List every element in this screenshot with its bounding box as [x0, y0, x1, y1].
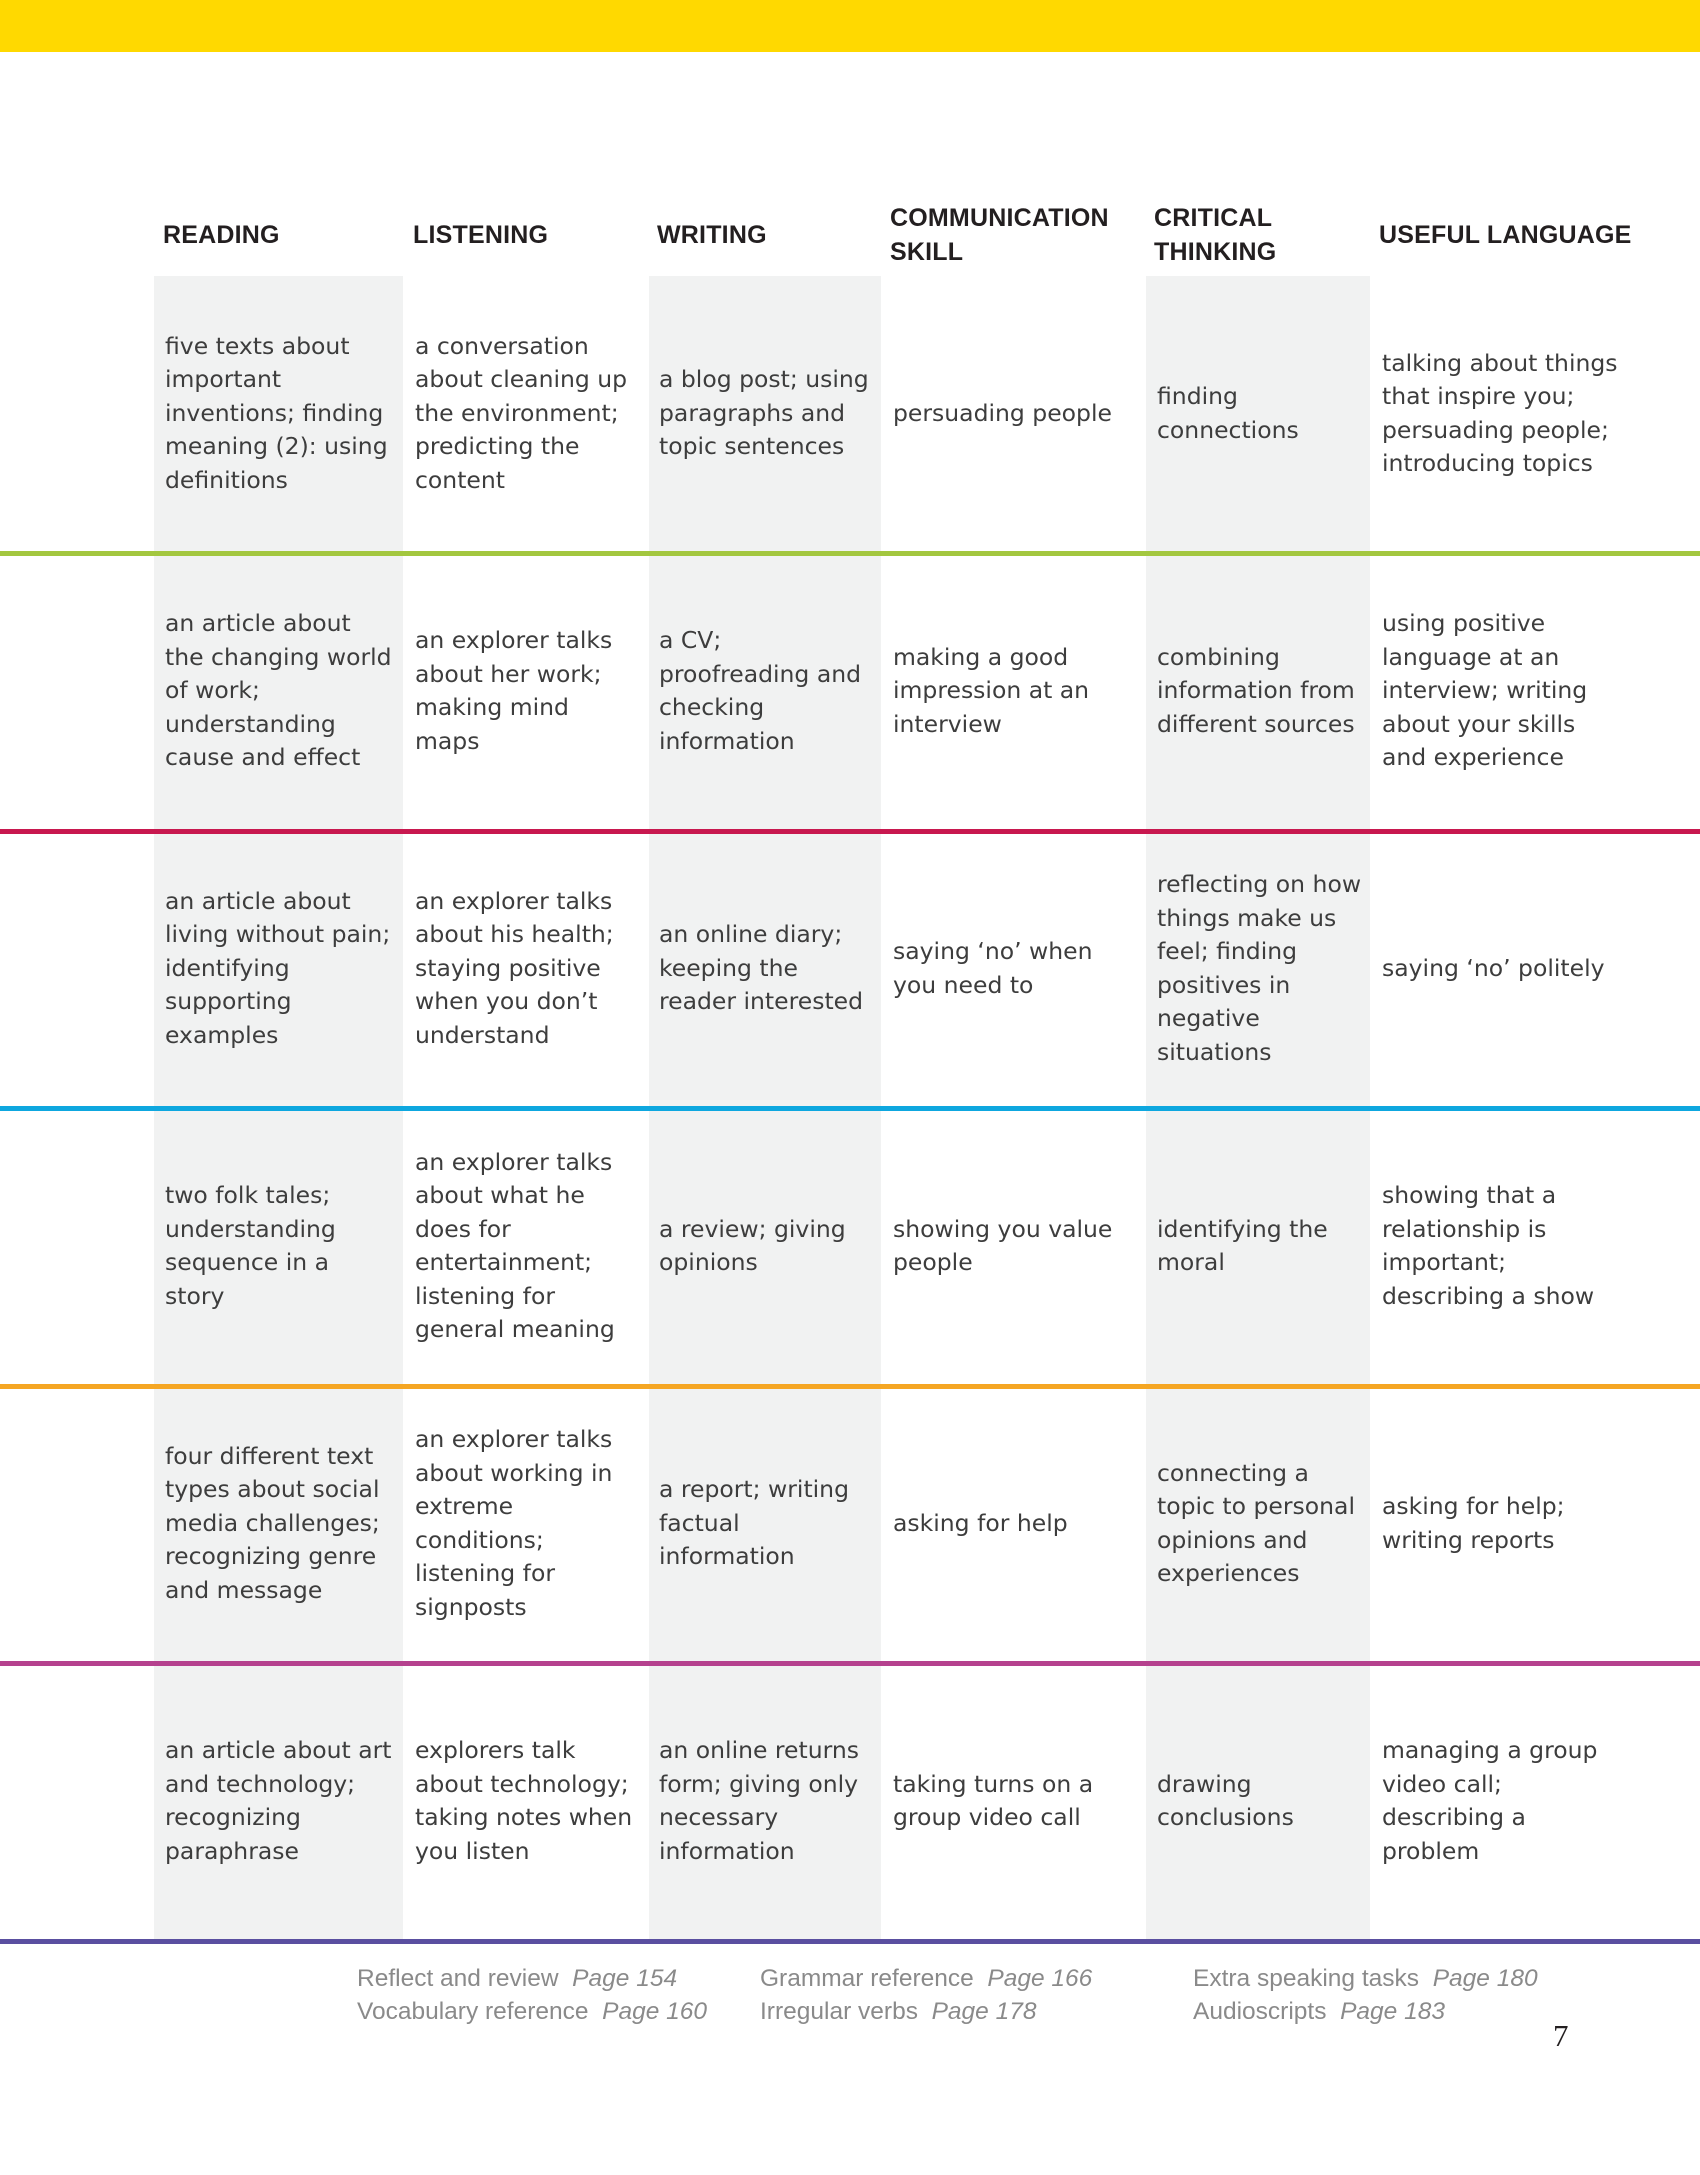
- table-row: [0, 1111, 1700, 1382]
- cell-text: a report; writing factual information: [659, 1475, 849, 1571]
- cell-text: a review; giving opinions: [659, 1214, 846, 1276]
- communication-skill-cell: [893, 833, 1133, 1104]
- writing-cell: [659, 278, 874, 549]
- listening-cell: [415, 1388, 640, 1659]
- critical-thinking-cell: [1157, 1111, 1367, 1382]
- useful-language-cell: [1382, 1388, 1622, 1659]
- row-divider-line: [0, 1939, 1700, 1944]
- cell-text: an explorer talks about his health; staying positive when you don’t understand: [415, 886, 614, 1049]
- cell-text: making a good impression at an interview: [893, 642, 1090, 738]
- reading-cell: [165, 1388, 395, 1659]
- reading-cell: [165, 1666, 395, 1937]
- useful-language-cell: [1382, 1666, 1622, 1937]
- critical-thinking-cell: [1157, 556, 1367, 827]
- table-row: [0, 278, 1700, 549]
- cell-text: saying ‘no’ politely: [1382, 953, 1605, 982]
- cell-text: four different text types about social media challenges; recognizing genre and message: [165, 1441, 380, 1604]
- cell-text: showing you value people: [893, 1214, 1113, 1276]
- cell-text: persuading people: [893, 398, 1112, 427]
- writing-cell: [659, 556, 874, 827]
- listening-cell: [415, 1111, 640, 1382]
- useful-language-cell: [1382, 278, 1622, 549]
- reading-cell: [165, 556, 395, 827]
- footer-link[interactable]: Audioscripts Page 183: [1193, 1998, 1445, 2025]
- cell-text: managing a group video call; describing a problem: [1382, 1736, 1598, 1865]
- cell-text: using positive language at an interview; writing about your skills and experience: [1382, 609, 1588, 772]
- reading-cell: [165, 833, 395, 1104]
- footer-link[interactable]: Irregular verbs Page 178: [760, 1998, 1037, 2025]
- cell-text: taking turns on a group video call: [893, 1769, 1094, 1831]
- communication-skill-cell: [893, 1666, 1133, 1937]
- listening-cell: [415, 556, 640, 827]
- critical-thinking-cell: [1157, 1388, 1367, 1659]
- table-row: [0, 833, 1700, 1104]
- communication-skill-cell: [893, 556, 1133, 827]
- cell-text: an online returns form; giving only necessary information: [659, 1736, 860, 1865]
- cell-text: an article about the changing world of work; understanding cause and effect: [165, 609, 392, 772]
- reference-footer: [0, 1962, 1700, 2042]
- cell-text: an explorer talks about what he does for entertainment; listening for general meaning: [415, 1147, 615, 1343]
- cell-text: a blog post; using paragraphs and topic sentences: [659, 365, 869, 461]
- communication-skill-cell: [893, 1111, 1133, 1382]
- cell-text: a conversation about cleaning up the environment; predicting the content: [415, 331, 628, 494]
- cell-text: a CV; proofreading and checking information: [659, 626, 862, 755]
- cell-text: finding connections: [1157, 382, 1299, 444]
- cell-text: asking for help: [893, 1508, 1068, 1537]
- cell-text: explorers talk about technology; taking notes when you listen: [415, 1736, 633, 1865]
- footer-link[interactable]: Vocabulary reference Page 160: [357, 1998, 708, 2025]
- table-row: [0, 556, 1700, 827]
- cell-text: an explorer talks about her work; making mind maps: [415, 626, 613, 755]
- critical-thinking-cell: [1157, 833, 1367, 1104]
- cell-text: reflecting on how things make us feel; finding positives in negative situations: [1157, 870, 1362, 1066]
- reading-cell: [165, 278, 395, 549]
- cell-text: saying ‘no’ when you need to: [893, 937, 1093, 999]
- footer-link[interactable]: Reflect and review Page 154: [357, 1965, 678, 1992]
- cell-text: talking about things that inspire you; persuading people; introducing topics: [1382, 348, 1618, 477]
- cell-text: combining information from different sources: [1157, 642, 1355, 738]
- writing-cell: [659, 833, 874, 1104]
- cell-text: drawing conclusions: [1157, 1769, 1294, 1831]
- header-writing: WRITING: [657, 221, 767, 249]
- header-useful-language: USEFUL LANGUAGE: [1379, 221, 1632, 249]
- cell-text: showing that a relationship is important; describing a show: [1382, 1181, 1595, 1310]
- cell-text: five texts about important inventions; finding meaning (2): using definitions: [165, 331, 388, 494]
- header-communication-skill: COMMUNICATION SKILL: [890, 204, 1109, 266]
- useful-language-cell: [1382, 1111, 1622, 1382]
- critical-thinking-cell: [1157, 1666, 1367, 1937]
- header-critical-thinking: CRITICAL THINKING: [1154, 204, 1277, 266]
- useful-language-cell: [1382, 833, 1622, 1104]
- table-row: [0, 1666, 1700, 1937]
- cell-text: connecting a topic to personal opinions and experiences: [1157, 1458, 1355, 1587]
- cell-text: an explorer talks about working in extreme conditions; listening for signposts: [415, 1425, 613, 1621]
- writing-cell: [659, 1666, 874, 1937]
- listening-cell: [415, 833, 640, 1104]
- table-header-row: [0, 180, 1700, 290]
- cell-text: an article about living without pain; identifying supporting examples: [165, 886, 391, 1049]
- cell-text: asking for help; writing reports: [1382, 1492, 1565, 1554]
- cell-text: identifying the moral: [1157, 1214, 1328, 1276]
- header-reading: READING: [163, 221, 280, 249]
- communication-skill-cell: [893, 1388, 1133, 1659]
- cell-text: an online diary; keeping the reader interested: [659, 920, 864, 1016]
- footer-link[interactable]: Grammar reference Page 166: [760, 1965, 1093, 1992]
- reading-cell: [165, 1111, 395, 1382]
- cell-text: two folk tales; understanding sequence in a story: [165, 1181, 336, 1310]
- critical-thinking-cell: [1157, 278, 1367, 549]
- header-listening: LISTENING: [413, 221, 549, 249]
- table-row: [0, 1388, 1700, 1659]
- top-color-bar: [0, 0, 1700, 52]
- page-number: 7: [1553, 2018, 1569, 2053]
- listening-cell: [415, 1666, 640, 1937]
- writing-cell: [659, 1388, 874, 1659]
- listening-cell: [415, 278, 640, 549]
- communication-skill-cell: [893, 278, 1133, 549]
- cell-text: an article about art and technology; recognizing paraphrase: [165, 1736, 392, 1865]
- useful-language-cell: [1382, 556, 1622, 827]
- writing-cell: [659, 1111, 874, 1382]
- footer-link[interactable]: Extra speaking tasks Page 180: [1193, 1965, 1538, 1992]
